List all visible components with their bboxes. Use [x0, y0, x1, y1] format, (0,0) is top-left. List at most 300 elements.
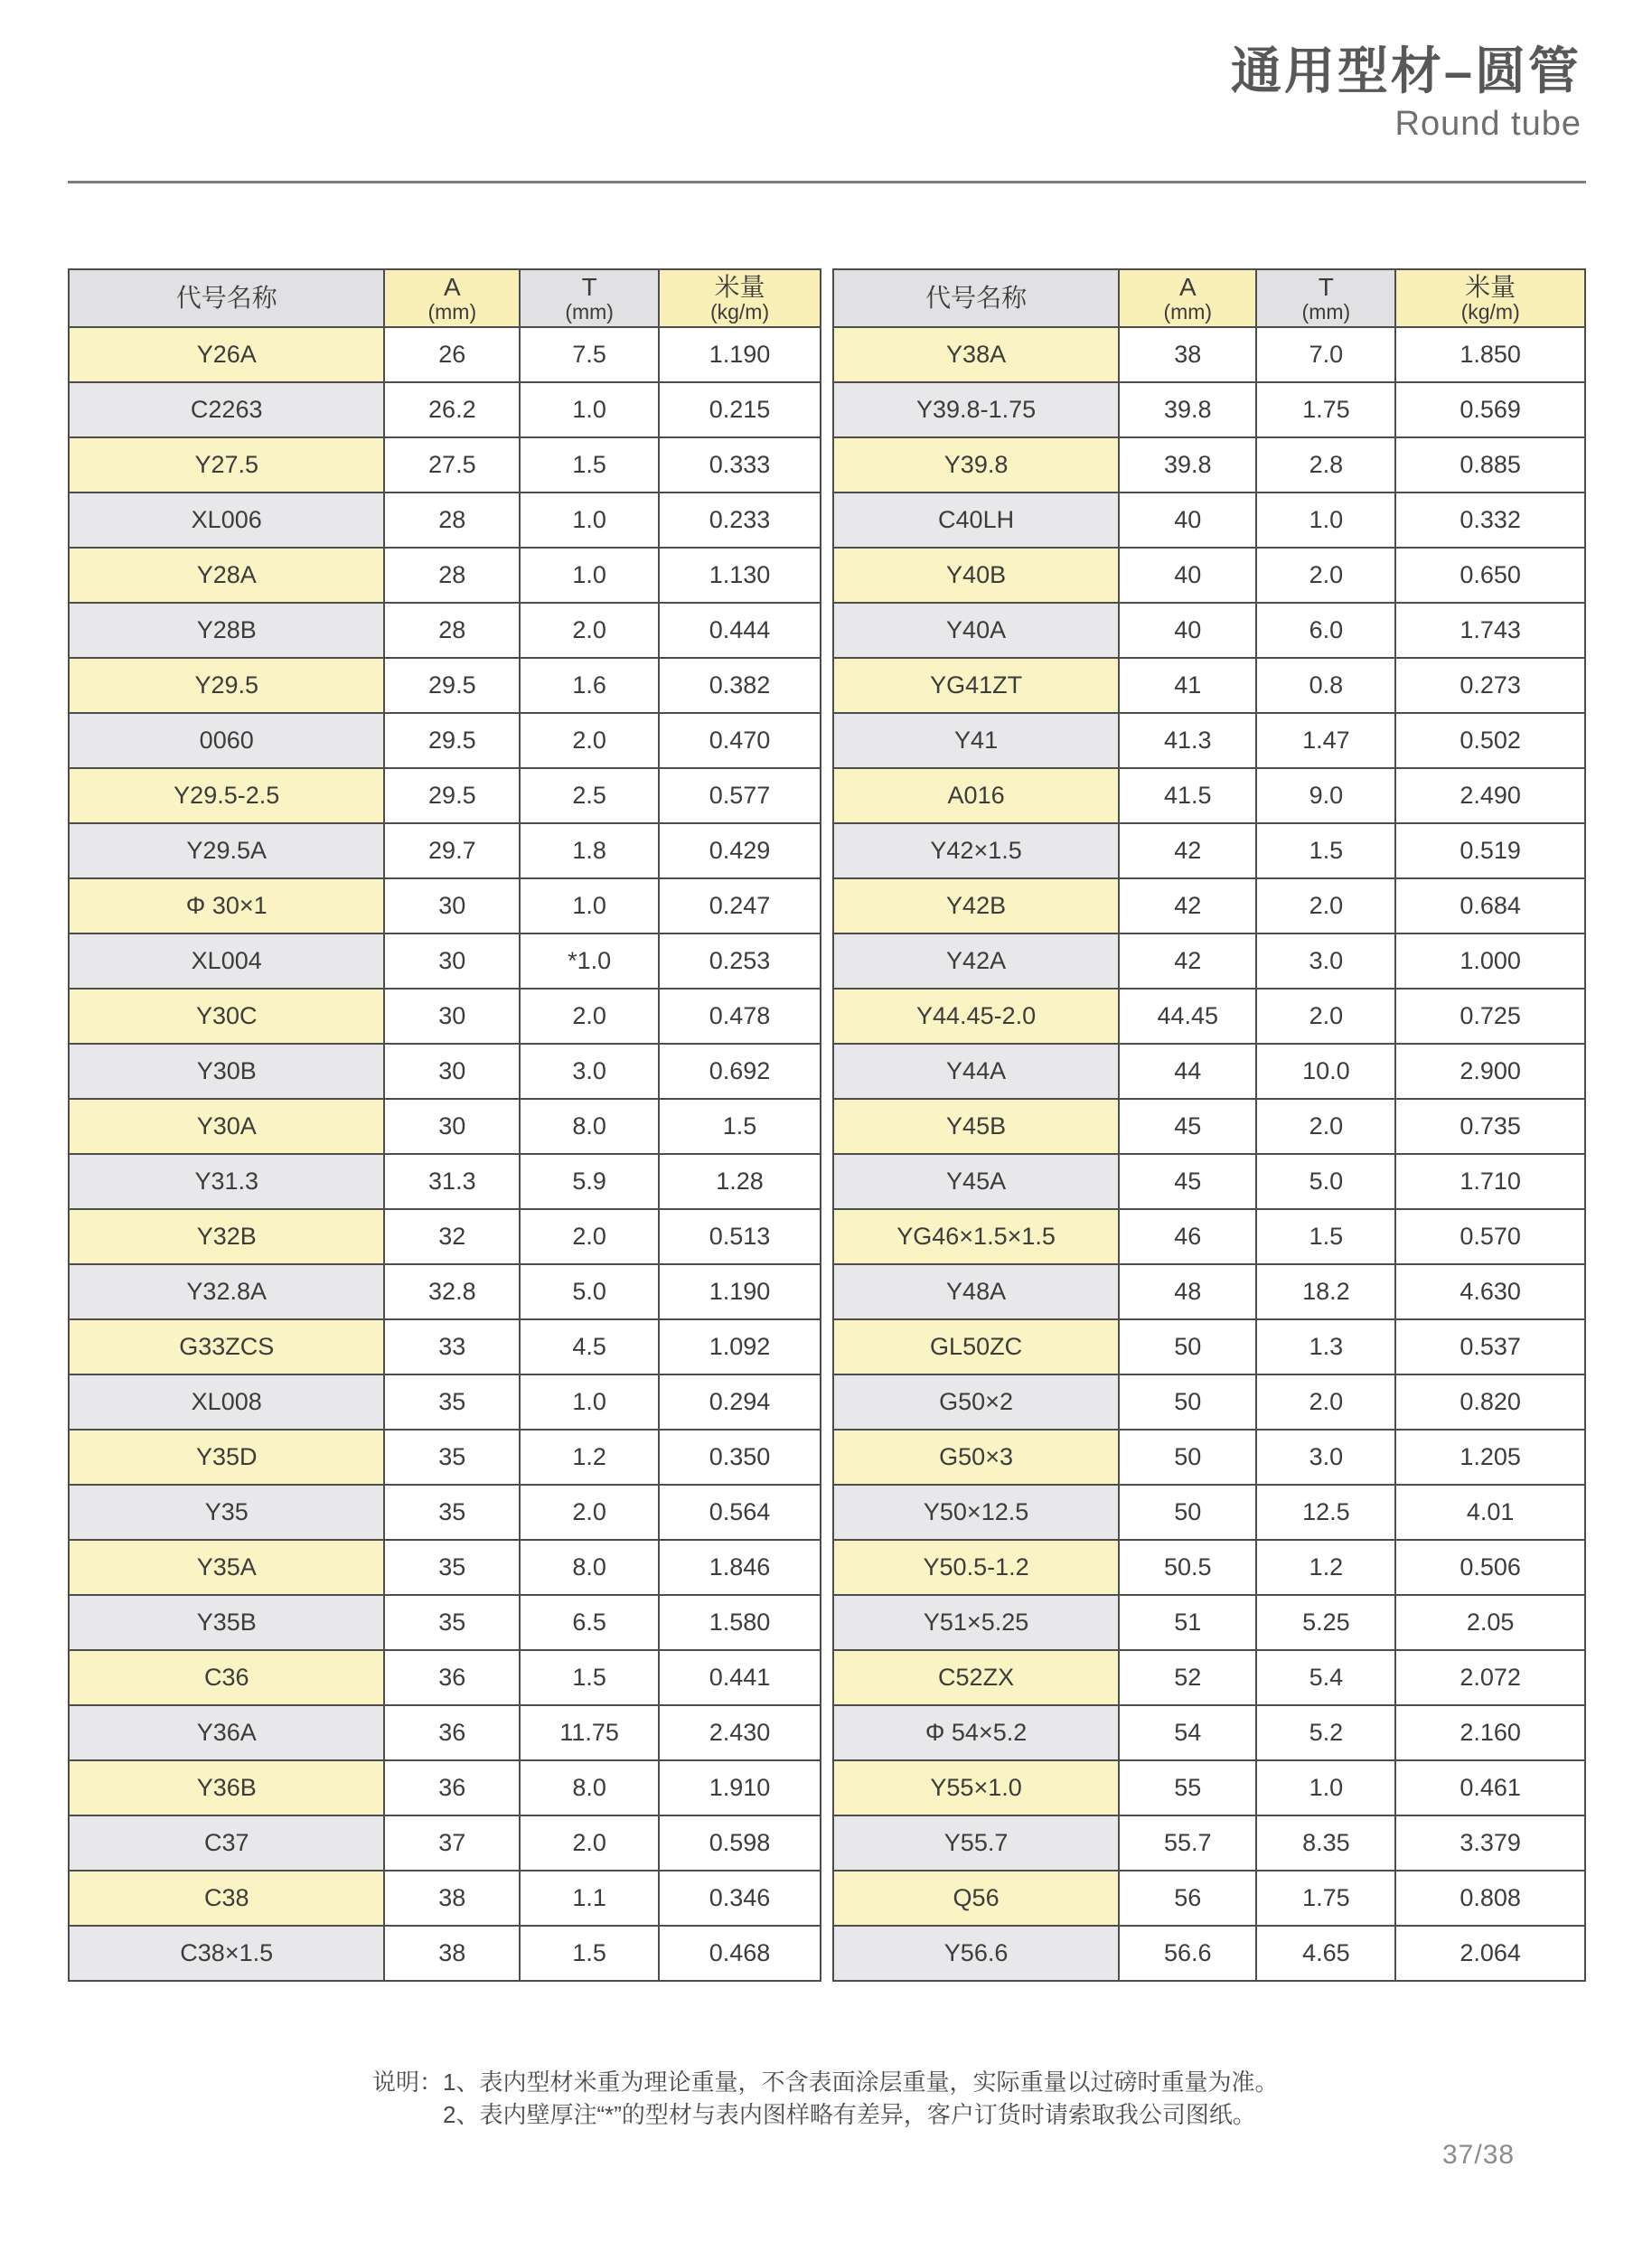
profile-code: C38 — [69, 1871, 384, 1926]
a-value: 38 — [384, 1926, 520, 1981]
t-value: 1.75 — [1256, 382, 1395, 437]
weight-value: 1.000 — [1395, 933, 1585, 989]
a-value: 30 — [384, 878, 520, 933]
weight-value: 4.01 — [1395, 1485, 1585, 1540]
profile-code: Y30A — [69, 1099, 384, 1154]
column-header-a: A (mm) — [1119, 269, 1256, 327]
t-value: 3.0 — [1256, 933, 1395, 989]
t-value: 1.0 — [520, 492, 659, 548]
table-row — [833, 1044, 1585, 1099]
weight-value: 0.294 — [659, 1374, 821, 1430]
table-row — [69, 1815, 821, 1871]
profile-code: Y35 — [69, 1485, 384, 1540]
t-value: 7.0 — [1256, 327, 1395, 382]
table-row — [833, 1319, 1585, 1374]
table-row — [833, 1264, 1585, 1319]
profile-code: YG46×1.5×1.5 — [833, 1209, 1119, 1264]
weight-value: 0.692 — [659, 1044, 821, 1099]
a-value: 35 — [384, 1595, 520, 1650]
table-row — [69, 1209, 821, 1264]
t-value: 3.0 — [1256, 1430, 1395, 1485]
a-value: 30 — [384, 1099, 520, 1154]
profile-code: C2263 — [69, 382, 384, 437]
t-value: 1.5 — [1256, 823, 1395, 878]
table-row — [69, 1154, 821, 1209]
weight-value: 0.215 — [659, 382, 821, 437]
profile-code: Y26A — [69, 327, 384, 382]
t-value: 1.6 — [520, 658, 659, 713]
a-value: 27.5 — [384, 437, 520, 492]
weight-value: 0.382 — [659, 658, 821, 713]
a-value: 52 — [1119, 1650, 1256, 1705]
weight-value: 0.502 — [1395, 713, 1585, 768]
profile-code: Y50×12.5 — [833, 1485, 1119, 1540]
profile-code: Y56.6 — [833, 1926, 1119, 1981]
a-value: 37 — [384, 1815, 520, 1871]
profile-code: Φ 30×1 — [69, 878, 384, 933]
footnote-line-1: 1、表内型材米重为理论重量，不含表面涂层重量，实际重量以过磅时重量为准。 — [443, 2068, 1279, 2096]
profile-code: Y36A — [69, 1705, 384, 1760]
table-row — [833, 1374, 1585, 1430]
profile-code: Y35D — [69, 1430, 384, 1485]
weight-value: 0.478 — [659, 989, 821, 1044]
t-value: 1.1 — [520, 1871, 659, 1926]
table-row — [833, 492, 1585, 548]
footnotes — [372, 2066, 1278, 2131]
a-value: 42 — [1119, 823, 1256, 878]
t-value: 1.75 — [1256, 1871, 1395, 1926]
t-value: 2.0 — [520, 1209, 659, 1264]
footnote-prefix: 说明： — [372, 2068, 444, 2096]
profile-code: Y28B — [69, 603, 384, 658]
a-value: 39.8 — [1119, 382, 1256, 437]
profile-code: YG41ZT — [833, 658, 1119, 713]
profile-code: Y36B — [69, 1760, 384, 1815]
profile-code: 0060 — [69, 713, 384, 768]
t-value: 2.0 — [1256, 1099, 1395, 1154]
weight-value: 1.205 — [1395, 1430, 1585, 1485]
a-value: 41.5 — [1119, 768, 1256, 823]
weight-value: 2.160 — [1395, 1705, 1585, 1760]
table-row — [833, 1430, 1585, 1485]
table-header-row — [833, 269, 1585, 327]
weight-value: 1.092 — [659, 1319, 821, 1374]
profile-code: Y42×1.5 — [833, 823, 1119, 878]
a-value: 32 — [384, 1209, 520, 1264]
profile-code: Y32.8A — [69, 1264, 384, 1319]
weight-value: 3.379 — [1395, 1815, 1585, 1871]
profile-code: XL004 — [69, 933, 384, 989]
t-value: 2.0 — [520, 1815, 659, 1871]
a-value: 36 — [384, 1650, 520, 1705]
a-value: 38 — [384, 1871, 520, 1926]
t-value: 2.0 — [1256, 878, 1395, 933]
weight-value: 0.346 — [659, 1871, 821, 1926]
table-row — [69, 492, 821, 548]
profile-code: Y51×5.25 — [833, 1595, 1119, 1650]
profile-code: Y31.3 — [69, 1154, 384, 1209]
a-value: 35 — [384, 1540, 520, 1595]
table-row — [69, 437, 821, 492]
table-row — [833, 768, 1585, 823]
column-header-code: 代号名称 — [833, 269, 1119, 327]
column-header-t: T (mm) — [520, 269, 659, 327]
weight-value: 1.850 — [1395, 327, 1585, 382]
weight-value: 0.684 — [1395, 878, 1585, 933]
t-value: 12.5 — [1256, 1485, 1395, 1540]
table-row — [833, 327, 1585, 382]
profile-code: C36 — [69, 1650, 384, 1705]
table-row — [833, 1760, 1585, 1815]
a-value: 36 — [384, 1760, 520, 1815]
profile-code: Y55.7 — [833, 1815, 1119, 1871]
a-value: 30 — [384, 989, 520, 1044]
profile-code: Y55×1.0 — [833, 1760, 1119, 1815]
table-row — [833, 1540, 1585, 1595]
profile-code: Y32B — [69, 1209, 384, 1264]
a-value: 29.5 — [384, 768, 520, 823]
t-value: 5.25 — [1256, 1595, 1395, 1650]
profile-code: Y44.45-2.0 — [833, 989, 1119, 1044]
a-value: 31.3 — [384, 1154, 520, 1209]
profile-code: C37 — [69, 1815, 384, 1871]
profile-code: Y30C — [69, 989, 384, 1044]
t-value: 8.0 — [520, 1540, 659, 1595]
a-value: 32.8 — [384, 1264, 520, 1319]
profile-code: Y30B — [69, 1044, 384, 1099]
table-row — [69, 713, 821, 768]
a-value: 44 — [1119, 1044, 1256, 1099]
t-value: 6.5 — [520, 1595, 659, 1650]
t-value: 2.0 — [1256, 548, 1395, 603]
a-value: 40 — [1119, 492, 1256, 548]
a-value: 56.6 — [1119, 1926, 1256, 1981]
table-row — [833, 933, 1585, 989]
column-header-code: 代号名称 — [69, 269, 384, 327]
a-value: 30 — [384, 1044, 520, 1099]
t-value: 1.2 — [1256, 1540, 1395, 1595]
table-row — [833, 1099, 1585, 1154]
a-value: 48 — [1119, 1264, 1256, 1319]
weight-value: 1.190 — [659, 327, 821, 382]
weight-value: 2.430 — [659, 1705, 821, 1760]
t-value: 1.5 — [520, 437, 659, 492]
t-value: 8.35 — [1256, 1815, 1395, 1871]
table-row — [69, 1264, 821, 1319]
table-row — [833, 1705, 1585, 1760]
a-value: 30 — [384, 933, 520, 989]
weight-value: 0.333 — [659, 437, 821, 492]
table-row — [833, 878, 1585, 933]
a-value: 40 — [1119, 603, 1256, 658]
table-row — [69, 1540, 821, 1595]
weight-value: 0.564 — [659, 1485, 821, 1540]
t-value: 8.0 — [520, 1099, 659, 1154]
a-value: 50 — [1119, 1485, 1256, 1540]
weight-value: 0.429 — [659, 823, 821, 878]
weight-value: 1.130 — [659, 548, 821, 603]
weight-value: 0.569 — [1395, 382, 1585, 437]
t-value: 5.2 — [1256, 1705, 1395, 1760]
weight-value: 0.461 — [1395, 1760, 1585, 1815]
t-value: 3.0 — [520, 1044, 659, 1099]
weight-value: 0.247 — [659, 878, 821, 933]
t-value: 1.5 — [520, 1926, 659, 1981]
weight-value: 0.598 — [659, 1815, 821, 1871]
table-row — [69, 548, 821, 603]
t-value: *1.0 — [520, 933, 659, 989]
weight-value: 0.273 — [1395, 658, 1585, 713]
t-value: 2.8 — [1256, 437, 1395, 492]
weight-value: 1.190 — [659, 1264, 821, 1319]
a-value: 44.45 — [1119, 989, 1256, 1044]
a-value: 38 — [1119, 327, 1256, 382]
weight-value: 0.570 — [1395, 1209, 1585, 1264]
t-value: 5.0 — [1256, 1154, 1395, 1209]
profile-code: Y50.5-1.2 — [833, 1540, 1119, 1595]
t-value: 2.5 — [520, 768, 659, 823]
spec-table-left — [68, 268, 821, 1982]
weight-value: 1.910 — [659, 1760, 821, 1815]
a-value: 56 — [1119, 1871, 1256, 1926]
column-header-weight: 米量 (kg/m) — [659, 269, 821, 327]
table-row — [833, 548, 1585, 603]
profile-code: Y39.8-1.75 — [833, 382, 1119, 437]
weight-value: 2.900 — [1395, 1044, 1585, 1099]
a-value: 42 — [1119, 933, 1256, 989]
t-value: 1.5 — [1256, 1209, 1395, 1264]
weight-value: 0.885 — [1395, 437, 1585, 492]
profile-code: XL008 — [69, 1374, 384, 1430]
profile-code: Q56 — [833, 1871, 1119, 1926]
weight-value: 2.064 — [1395, 1926, 1585, 1981]
profile-code: Y28A — [69, 548, 384, 603]
a-value: 36 — [384, 1705, 520, 1760]
a-value: 54 — [1119, 1705, 1256, 1760]
table-row — [69, 1319, 821, 1374]
table-row — [69, 658, 821, 713]
a-value: 45 — [1119, 1154, 1256, 1209]
weight-value: 0.470 — [659, 713, 821, 768]
table-row — [833, 989, 1585, 1044]
weight-value: 1.5 — [659, 1099, 821, 1154]
table-row — [69, 603, 821, 658]
table-row — [69, 878, 821, 933]
weight-value: 0.725 — [1395, 989, 1585, 1044]
t-value: 18.2 — [1256, 1264, 1395, 1319]
weight-value: 4.630 — [1395, 1264, 1585, 1319]
a-value: 50.5 — [1119, 1540, 1256, 1595]
page-header — [1231, 43, 1582, 144]
profile-code: G50×3 — [833, 1430, 1119, 1485]
a-value: 50 — [1119, 1430, 1256, 1485]
t-value: 1.5 — [520, 1650, 659, 1705]
a-value: 40 — [1119, 548, 1256, 603]
profile-code: Y29.5-2.5 — [69, 768, 384, 823]
table-row — [833, 658, 1585, 713]
t-value: 1.0 — [1256, 492, 1395, 548]
profile-code: Y44A — [833, 1044, 1119, 1099]
weight-value: 0.519 — [1395, 823, 1585, 878]
table-row — [833, 823, 1585, 878]
a-value: 29.7 — [384, 823, 520, 878]
profile-code: XL006 — [69, 492, 384, 548]
profile-code: Y42A — [833, 933, 1119, 989]
t-value: 11.75 — [520, 1705, 659, 1760]
profile-code: C52ZX — [833, 1650, 1119, 1705]
profile-code: Y29.5A — [69, 823, 384, 878]
spec-table-right — [832, 268, 1586, 1982]
weight-value: 2.072 — [1395, 1650, 1585, 1705]
profile-code: Y27.5 — [69, 437, 384, 492]
weight-value: 1.580 — [659, 1595, 821, 1650]
profile-code: Y48A — [833, 1264, 1119, 1319]
t-value: 7.5 — [520, 327, 659, 382]
a-value: 33 — [384, 1319, 520, 1374]
table-row — [833, 1871, 1585, 1926]
t-value: 5.9 — [520, 1154, 659, 1209]
table-row — [69, 1705, 821, 1760]
weight-value: 0.253 — [659, 933, 821, 989]
profile-code: Y45A — [833, 1154, 1119, 1209]
table-row — [833, 1926, 1585, 1981]
t-value: 2.0 — [520, 1485, 659, 1540]
table-row — [69, 1926, 821, 1981]
weight-value: 0.506 — [1395, 1540, 1585, 1595]
table-row — [69, 768, 821, 823]
weight-value: 0.444 — [659, 603, 821, 658]
a-value: 28 — [384, 603, 520, 658]
weight-value: 2.490 — [1395, 768, 1585, 823]
weight-value: 0.537 — [1395, 1319, 1585, 1374]
weight-value: 0.468 — [659, 1926, 821, 1981]
profile-code: Y41 — [833, 713, 1119, 768]
profile-code: A016 — [833, 768, 1119, 823]
t-value: 1.3 — [1256, 1319, 1395, 1374]
t-value: 2.0 — [520, 713, 659, 768]
a-value: 28 — [384, 548, 520, 603]
table-row — [69, 327, 821, 382]
profile-code: GL50ZC — [833, 1319, 1119, 1374]
a-value: 26 — [384, 327, 520, 382]
profile-code: Y29.5 — [69, 658, 384, 713]
table-row — [833, 437, 1585, 492]
weight-value: 1.28 — [659, 1154, 821, 1209]
footnote-line-2: 2、表内壁厚注“*”的型材与表内图样略有差异，客户订货时请索取我公司图纸。 — [443, 2101, 1256, 2128]
page-number: 37/38 — [1442, 2140, 1516, 2170]
weight-value: 0.350 — [659, 1430, 821, 1485]
table-row — [69, 1650, 821, 1705]
table-row — [833, 1815, 1585, 1871]
t-value: 6.0 — [1256, 603, 1395, 658]
column-header-a: A (mm) — [384, 269, 520, 327]
table-header-row — [69, 269, 821, 327]
table-row — [69, 382, 821, 437]
table-row — [69, 1430, 821, 1485]
table-row — [69, 1760, 821, 1815]
t-value: 1.0 — [520, 878, 659, 933]
a-value: 35 — [384, 1374, 520, 1430]
table-row — [69, 1485, 821, 1540]
table-row — [69, 989, 821, 1044]
header-divider — [68, 181, 1586, 183]
weight-value: 1.846 — [659, 1540, 821, 1595]
weight-value: 0.650 — [1395, 548, 1585, 603]
table-row — [833, 1595, 1585, 1650]
weight-value: 1.710 — [1395, 1154, 1585, 1209]
a-value: 42 — [1119, 878, 1256, 933]
profile-code: Y35A — [69, 1540, 384, 1595]
a-value: 46 — [1119, 1209, 1256, 1264]
a-value: 55.7 — [1119, 1815, 1256, 1871]
weight-value: 2.05 — [1395, 1595, 1585, 1650]
t-value: 2.0 — [520, 603, 659, 658]
t-value: 1.0 — [1256, 1760, 1395, 1815]
a-value: 26.2 — [384, 382, 520, 437]
a-value: 29.5 — [384, 713, 520, 768]
column-header-t: T (mm) — [1256, 269, 1395, 327]
table-row — [833, 382, 1585, 437]
a-value: 45 — [1119, 1099, 1256, 1154]
table-row — [833, 1485, 1585, 1540]
a-value: 50 — [1119, 1319, 1256, 1374]
weight-value: 0.233 — [659, 492, 821, 548]
a-value: 28 — [384, 492, 520, 548]
a-value: 41.3 — [1119, 713, 1256, 768]
t-value: 2.0 — [520, 989, 659, 1044]
t-value: 2.0 — [1256, 989, 1395, 1044]
profile-code: G33ZCS — [69, 1319, 384, 1374]
weight-value: 0.820 — [1395, 1374, 1585, 1430]
weight-value: 0.513 — [659, 1209, 821, 1264]
weight-value: 0.735 — [1395, 1099, 1585, 1154]
a-value: 41 — [1119, 658, 1256, 713]
page-title: 通用型材–圆管 — [1230, 42, 1582, 99]
t-value: 4.65 — [1256, 1926, 1395, 1981]
t-value: 1.47 — [1256, 713, 1395, 768]
weight-value: 0.332 — [1395, 492, 1585, 548]
table-row — [833, 1650, 1585, 1705]
weight-value: 0.441 — [659, 1650, 821, 1705]
table-row — [69, 1871, 821, 1926]
profile-code: C38×1.5 — [69, 1926, 384, 1981]
t-value: 2.0 — [1256, 1374, 1395, 1430]
table-row — [69, 1595, 821, 1650]
weight-value: 1.743 — [1395, 603, 1585, 658]
table-row — [69, 1374, 821, 1430]
t-value: 10.0 — [1256, 1044, 1395, 1099]
a-value: 29.5 — [384, 658, 520, 713]
t-value: 1.0 — [520, 548, 659, 603]
table-row — [69, 933, 821, 989]
t-value: 5.4 — [1256, 1650, 1395, 1705]
profile-code: Y42B — [833, 878, 1119, 933]
page-subtitle: Round tube — [1394, 104, 1582, 143]
t-value: 0.8 — [1256, 658, 1395, 713]
round-tube-spec-tables — [68, 268, 1586, 1982]
profile-code: Y35B — [69, 1595, 384, 1650]
weight-value: 0.577 — [659, 768, 821, 823]
a-value: 39.8 — [1119, 437, 1256, 492]
profile-code: Y38A — [833, 327, 1119, 382]
table-row — [69, 823, 821, 878]
t-value: 4.5 — [520, 1319, 659, 1374]
a-value: 35 — [384, 1430, 520, 1485]
a-value: 35 — [384, 1485, 520, 1540]
profile-code: Y45B — [833, 1099, 1119, 1154]
table-row — [69, 1099, 821, 1154]
a-value: 50 — [1119, 1374, 1256, 1430]
